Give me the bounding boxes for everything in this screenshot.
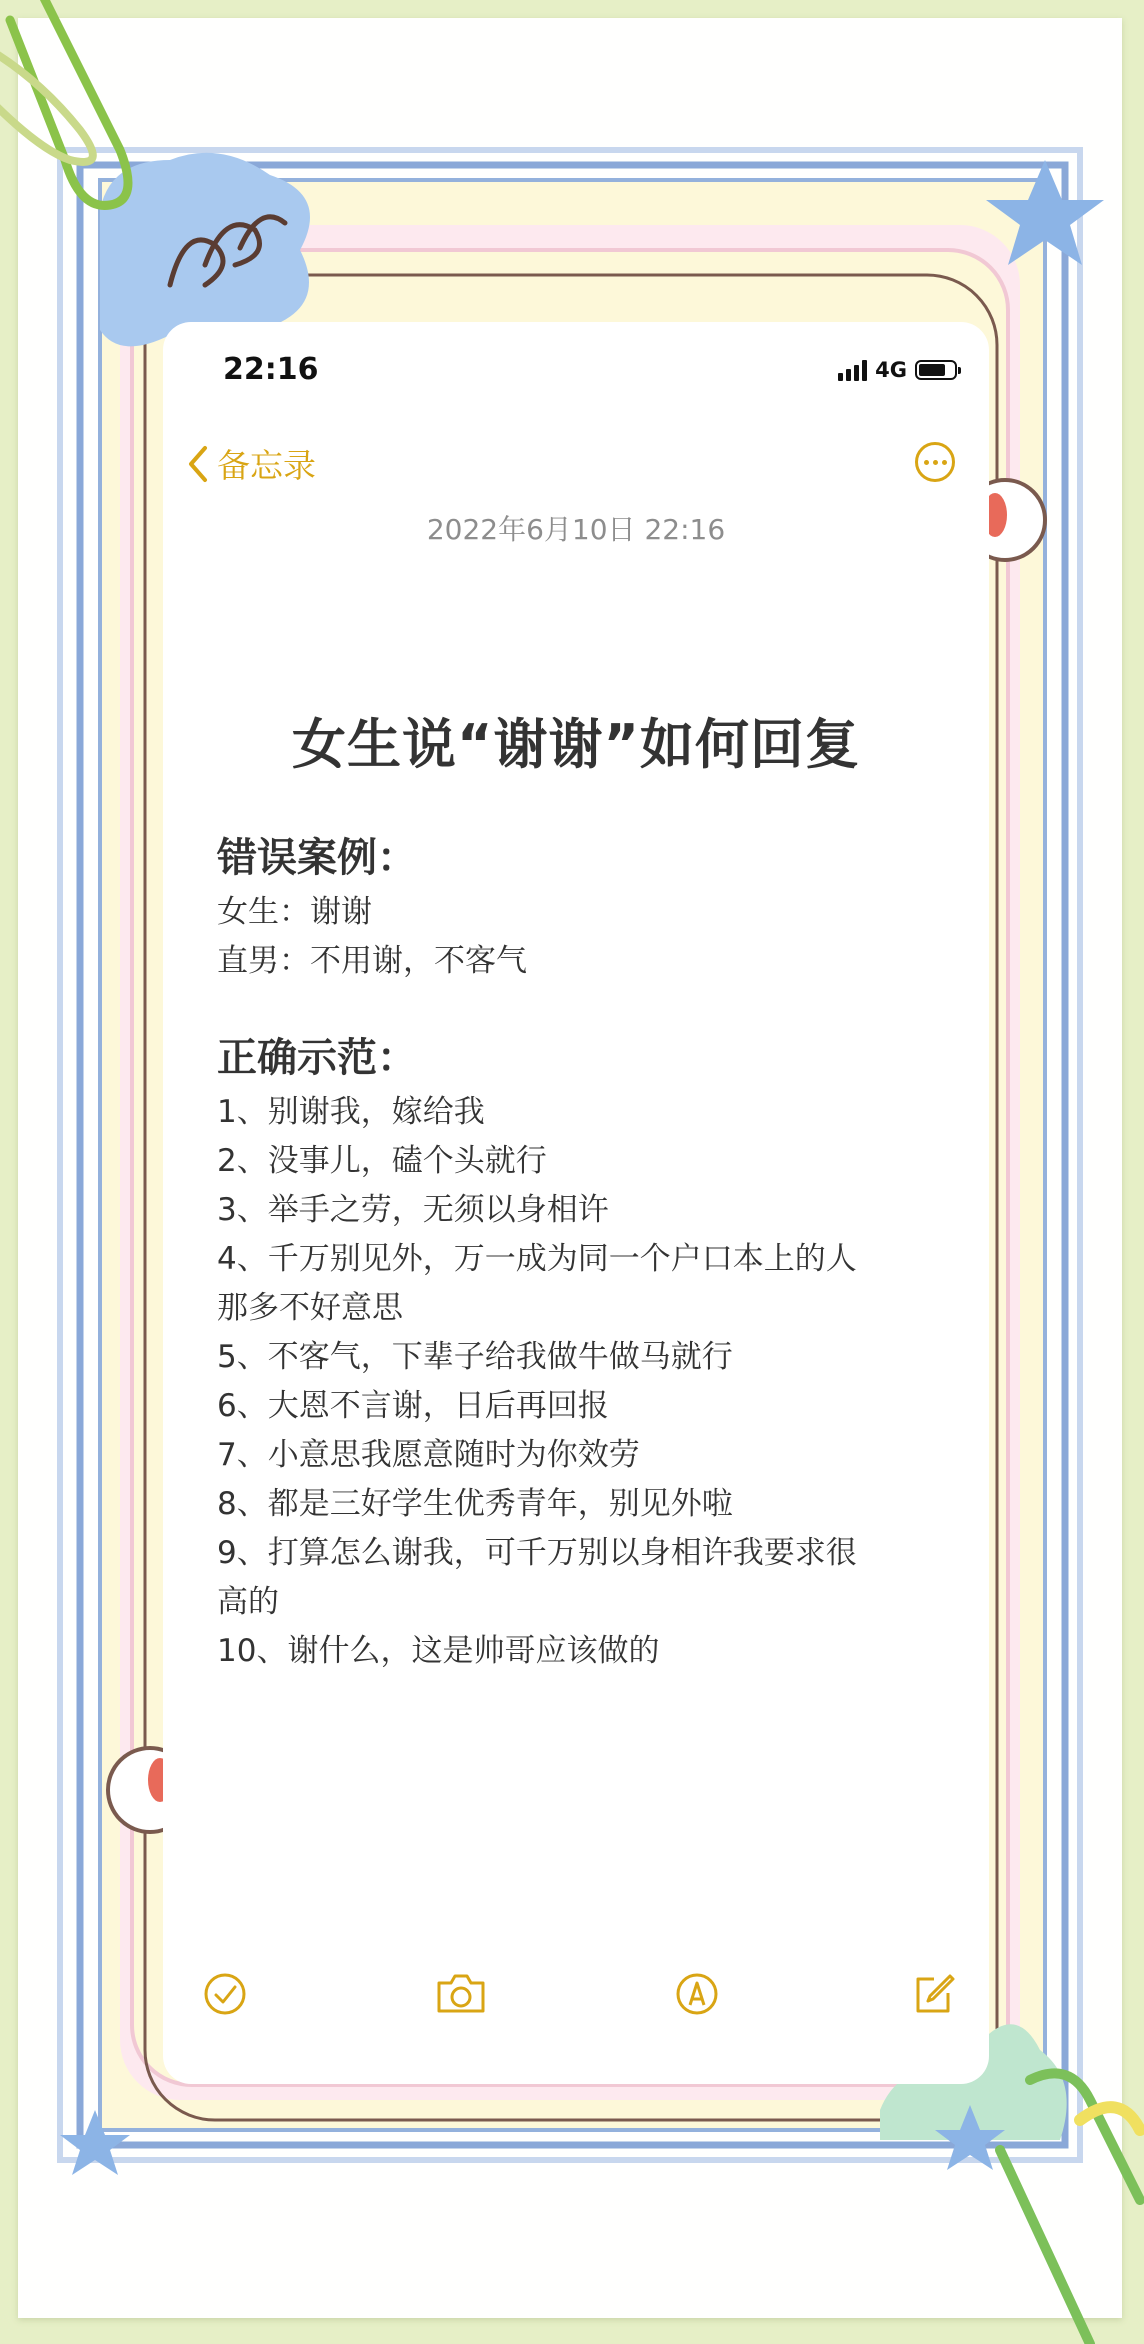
compose-button[interactable] <box>903 1964 963 2024</box>
note-line: 7、小意思我愿意随时为你效劳 <box>217 1437 640 1473</box>
note-line: 直男：不用谢，不客气 <box>217 943 527 979</box>
note-line: 8、都是三好学生优秀青年，别见外啦 <box>217 1486 733 1522</box>
notes-screen <box>163 322 989 2084</box>
note-line: 5、不客气，下辈子给我做牛做马就行 <box>217 1339 733 1375</box>
note-body[interactable] <box>217 828 957 1676</box>
checklist-icon <box>202 1971 248 2017</box>
note-line: 那多不好意思 <box>217 1290 403 1326</box>
note-line: 3、举手之劳，无须以身相许 <box>217 1192 609 1228</box>
section-heading-wrong: 错误案例： <box>217 835 417 881</box>
status-indicators <box>838 358 957 382</box>
note-line: 高的 <box>217 1584 279 1620</box>
note-line: 10、谢什么，这是帅哥应该做的 <box>217 1633 660 1669</box>
checklist-button[interactable] <box>195 1964 255 2024</box>
note-date: 2022年6月10日 22:16 <box>426 513 726 546</box>
note-line: 女生：谢谢 <box>217 894 372 930</box>
section-heading-right: 正确示范： <box>217 1035 417 1081</box>
note-title[interactable]: 女生说“谢谢”如何回复 <box>292 713 860 776</box>
network-type: 4G <box>875 358 907 382</box>
more-icon <box>924 460 929 465</box>
camera-icon <box>433 1971 489 2017</box>
note-line: 2、没事儿，磕个头就行 <box>217 1143 547 1179</box>
more-options-button[interactable] <box>915 442 955 482</box>
back-button[interactable] <box>185 440 316 487</box>
back-button-label: 备忘录 <box>217 446 316 485</box>
signal-icon <box>838 359 867 381</box>
note-line: 9、打算怎么谢我，可千万别以身相许我要求很 <box>217 1535 857 1571</box>
note-line: 1、别谢我，嫁给我 <box>217 1094 485 1130</box>
note-line: 4、千万别见外，万一成为同一个户口本上的人 <box>217 1241 857 1277</box>
battery-icon <box>915 360 957 380</box>
compose-icon <box>910 1971 956 2017</box>
camera-button[interactable] <box>431 1964 491 2024</box>
markup-icon <box>674 1971 720 2017</box>
bottom-toolbar <box>163 1964 989 2084</box>
status-time: 22:16 <box>223 352 319 387</box>
chevron-left-icon <box>185 444 211 484</box>
markup-button[interactable] <box>667 1964 727 2024</box>
note-line: 6、大恩不言谢，日后再回报 <box>217 1388 609 1424</box>
